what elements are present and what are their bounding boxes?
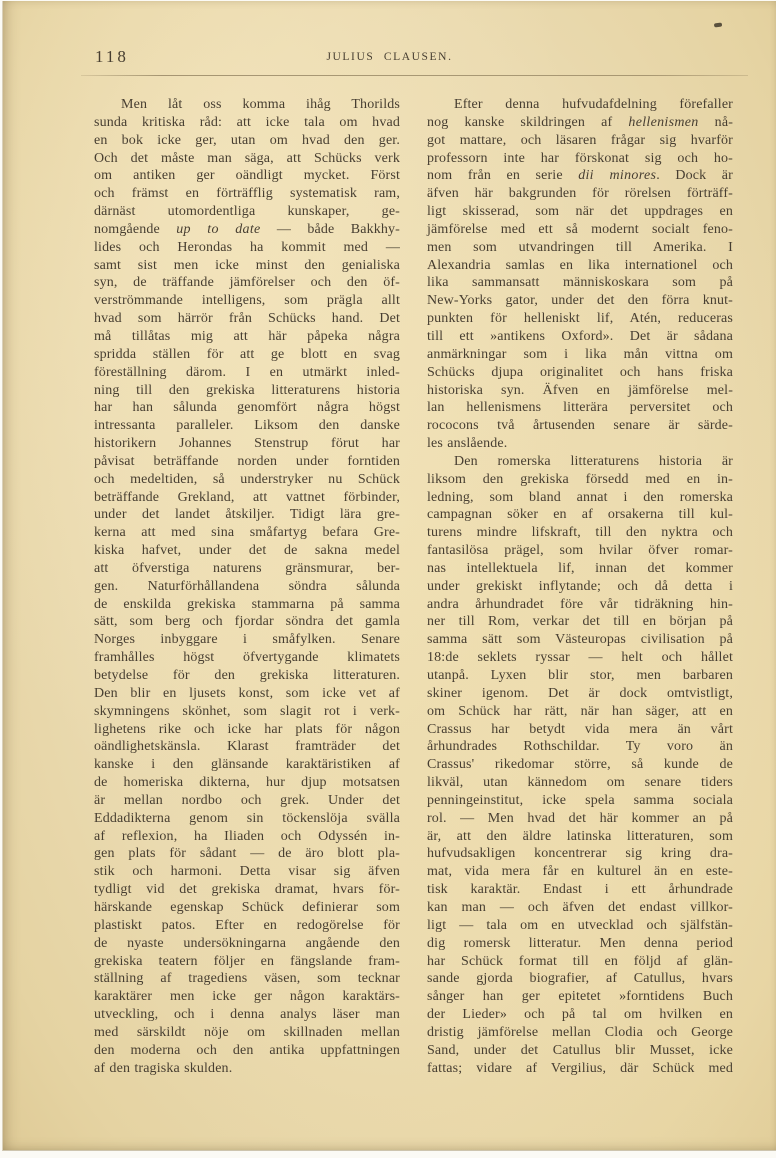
text-line: därnäst utomordentliga kunskaper, ge- — [94, 204, 400, 220]
text-line: att öfverstiga naturens gränsmurar, ber- — [94, 560, 400, 576]
scanned-book-page — [2, 1, 776, 1151]
text-line: till ett »antikens Oxford». Det är sådana — [427, 328, 733, 344]
text-line: fantasilösa prägel, som hvilar öfver romar- — [427, 543, 733, 559]
text-line: den moderna och den antika uppfattningen — [94, 1042, 400, 1058]
text-column-right — [427, 96, 733, 1077]
text-line: lan hellenismens litterära perversitet och — [427, 400, 733, 416]
text-line: got mattare, och läsaren frågar sig hvarför — [427, 132, 733, 148]
text-line: hvad som härrör från Schücks hand. Det — [94, 311, 400, 327]
header-rule — [81, 75, 748, 76]
text-line: de nyaste undersökningarna angående den — [94, 935, 400, 951]
text-line: dristig jämförelse mellan Clodia och George — [427, 1024, 733, 1040]
text-line: les anslående. — [427, 436, 508, 452]
running-header — [3, 1, 776, 81]
text-line: men som utvandringen till Amerika. I — [427, 239, 733, 255]
text-line: nas intellektuela lif, innan det kommer — [427, 560, 733, 576]
text-line: Och det måste man säga, att Schücks verk — [94, 150, 400, 166]
text-line: Schücks djupa originalitet och hans friska — [427, 364, 733, 380]
text-line: lika sammansatt människoskara som på — [427, 275, 733, 291]
text-line: under det landet åtskiljer. Tidigt lära gre- — [94, 507, 400, 523]
text-line: verströmmande intelligens, som prägla allt — [94, 293, 400, 309]
text-line: lides och Herondas ha kommit med — — [94, 239, 400, 255]
text-line: oändlighetskänsla. Klarast framträder det — [94, 739, 400, 755]
text-line: turens mindre lifskraft, till den nyktra och — [427, 525, 733, 541]
text-line: de homeriska dikterna, hur djup motsatsen — [94, 775, 400, 791]
text-line: Efter denna hufvudafdelning förefaller — [454, 97, 733, 112]
text-line: skiner igenom. Det är dock omtvistligt, — [427, 685, 733, 701]
text-line: är mellan nordbo och grek. Under det — [94, 792, 400, 808]
text-line: de enskilda grekiska stammarna på samma — [94, 596, 400, 612]
text-line: tisk karaktär. Endast i ett århundrade — [427, 882, 733, 898]
text-line: och medeltiden, så understryker nu Schück — [94, 471, 400, 487]
text-line: har Schück format till en följd af glän- — [427, 953, 733, 969]
text-line: Alexandria samlas en lika internationel och — [427, 257, 733, 273]
text-line: anmärkningar som i lika mån vittna om — [427, 346, 733, 362]
text-line: nog kanske skildringen af hellenismen nå- — [427, 114, 734, 130]
text-line: af reflexion, ha Iliaden och Odyssén in- — [94, 828, 400, 844]
text-line: jämförelse med ett så modernt socialt feno- — [427, 221, 733, 237]
text-line: der Lieder» och på tal om hvilken en — [427, 1007, 733, 1023]
text-line: ställning af tragediens väsen, som tecknar — [94, 971, 400, 987]
text-line: Den blir en ljusets konst, som icke vet af — [94, 685, 400, 701]
running-head-title: JULIUS CLAUSEN. — [326, 51, 453, 63]
text-line: likväl, utan kännedom om senare tiders — [427, 775, 733, 791]
text-line: stik och harmoni. Detta visar sig äfven — [94, 864, 400, 880]
text-line: ligt — tala om en utvecklad och själfstän- — [427, 917, 733, 933]
text-line: är, att den äldre latinska litteraturen, som — [427, 828, 733, 844]
text-line: mat, vida mera får en kulturel än en este- — [427, 864, 733, 880]
text-line: spridda ställen för att ge blott en svag — [94, 346, 400, 362]
text-line: karaktärer men icke ger någon karaktärs- — [94, 989, 400, 1005]
text-line: tydligt vid det grekiska dramat, hvars för- — [94, 882, 400, 898]
text-line: af den tragiska skulden. — [94, 1060, 233, 1076]
text-line: sande gjorda biografier, af Catullus, hvars — [427, 971, 733, 987]
text-line: lighetens rike och icke har plats för någon — [94, 721, 400, 737]
text-line: kiska hafvet, under det de sakna medel — [94, 543, 400, 559]
text-line: under grekiskt inflytande; och då detta i — [427, 578, 733, 594]
text-line: plastiskt patos. Efter en redogörelse för — [94, 917, 400, 933]
text-line: New-Yorks gator, under det den förra knut- — [427, 293, 733, 309]
text-line: sunda kritiska råd: att icke tala om hvad — [94, 114, 400, 130]
text-line: kan man — och äfven det endast villkor- — [427, 899, 733, 915]
text-line: historikern Johannes Stenstrup förut har — [94, 436, 400, 452]
text-line: en bok icke ger, utan om hvad den ger. — [94, 132, 400, 148]
text-line: rol. — Men hvad det här kommer an på — [427, 810, 733, 826]
text-line: utveckling, och i denna analys läser man — [94, 1007, 400, 1023]
text-line: 18:de seklets ryssar — helt och hållet — [427, 650, 733, 666]
text-line: punkten för helleniskt lif, Atén, reduceras — [427, 311, 733, 327]
text-line: ledning, som bland annat i den romerska — [427, 489, 733, 505]
text-line: Crassus har betydt vida mera än vårt — [427, 721, 733, 737]
text-line: ner till Rom, verkar det till en början på — [427, 614, 733, 630]
text-line: sånger han ger epitetet »forntidens Buch — [427, 989, 733, 1005]
text-line: nom från en serie dii minores. Dock är — [427, 168, 733, 184]
text-body — [94, 96, 733, 1077]
text-line: intressanta paralleler. Liksom den danske — [94, 418, 400, 434]
text-line: må tillåtas mig att här påpeka några — [94, 328, 400, 344]
text-line: liksom den grekiska försedd med en in- — [427, 471, 733, 487]
text-line: Eddadikterna genom sin töckenslöja svälla — [94, 810, 400, 826]
text-line: och främst en förträfflig systematisk ram, — [94, 186, 400, 202]
text-line: beträffande Grekland, att vattnet förbinder, — [94, 489, 400, 505]
text-line: historiska syn. Äfven en jämförelse mel- — [427, 382, 733, 398]
text-line: dig romersk litteratur. Men denna period — [427, 935, 733, 951]
text-line: århundrades Rothschildar. Ty voro än — [427, 739, 733, 755]
text-line: gen plats för sådant — de äro blott pla- — [94, 846, 400, 862]
text-line: sätt, som berg och fjordar söndra det gamla — [94, 614, 400, 630]
text-column-left — [94, 96, 400, 1077]
text-line: grekiska teatern följer en fängslande fram- — [94, 953, 400, 969]
text-line: campagnan söker en af orsakerna till kul- — [427, 507, 733, 523]
text-line: skymningens skönhet, som slagit rot i verk- — [94, 703, 400, 719]
text-line: Norges inbyggare i småfylken. Senare — [94, 632, 400, 648]
text-line: Men låt oss komma ihåg Thorilds — [121, 97, 400, 112]
page-number: 118 — [95, 47, 129, 66]
text-line: hufvudsakligen koncentrerar sig kring dra- — [427, 846, 733, 862]
text-line: ligt skisserad, som när det uppdrages en — [427, 204, 733, 220]
text-line: kerna att med sina småfartyg befara Gre- — [94, 525, 400, 541]
text-line: har han sålunda genomfört några högst — [94, 400, 400, 416]
text-line: kanske i den glänsande karaktäristiken af — [94, 757, 400, 773]
text-line: om Schück har rätt, när han säger, att en — [427, 703, 733, 719]
text-line: med särskildt nöje om skillnaden mellan — [94, 1024, 400, 1040]
text-line: professorn inte har förskonat sig och ho- — [427, 150, 733, 166]
text-line: Den romerska litteraturens historia är — [454, 453, 733, 469]
text-line: framhålles högst öfvertygande klimatets — [94, 650, 400, 666]
text-line: andra århundradet före vår tidräkning hin- — [427, 596, 733, 612]
text-line: syn, de träffande jämförelser och den öf- — [94, 275, 400, 291]
text-line: samma sätt som Västeuropas civilisation på — [427, 632, 733, 648]
text-line: påvisat beträffande norden under forntiden — [94, 453, 400, 469]
text-line: ning till den grekiska litteraturens historia — [94, 382, 400, 398]
text-line: rococons två årtusenden senare är särde- — [427, 418, 733, 434]
text-line: Sand, under det Catullus blir Musset, icke — [427, 1042, 733, 1058]
text-line: nomgående up to date — både Bakkhy- — [94, 221, 400, 237]
text-line: föreställning därom. I en utmärkt inled- — [94, 364, 400, 380]
text-line: penningeinstitut, icke spela samma sociala — [427, 792, 733, 808]
text-line: om antiken ger oändligt mycket. Först — [94, 168, 400, 184]
text-line: gen. Naturförhållandena söndra sålunda — [94, 578, 400, 594]
text-line: betydelse för den grekiska litteraturen. — [94, 668, 400, 683]
text-line: äfven här bakgrunden för rörelsen förträff- — [427, 186, 733, 202]
text-line: fattas; vidare af Vergilius, där Schück med — [427, 1060, 733, 1076]
text-line: samt sist men icke minst den genialiska — [94, 257, 400, 273]
text-line: utanpå. Lyxen blir stor, men barbaren — [427, 668, 733, 683]
text-line: Crassus' rikedomar större, så kunde de — [427, 757, 733, 773]
text-line: härskande egenskap Schück definierar som — [94, 899, 400, 915]
